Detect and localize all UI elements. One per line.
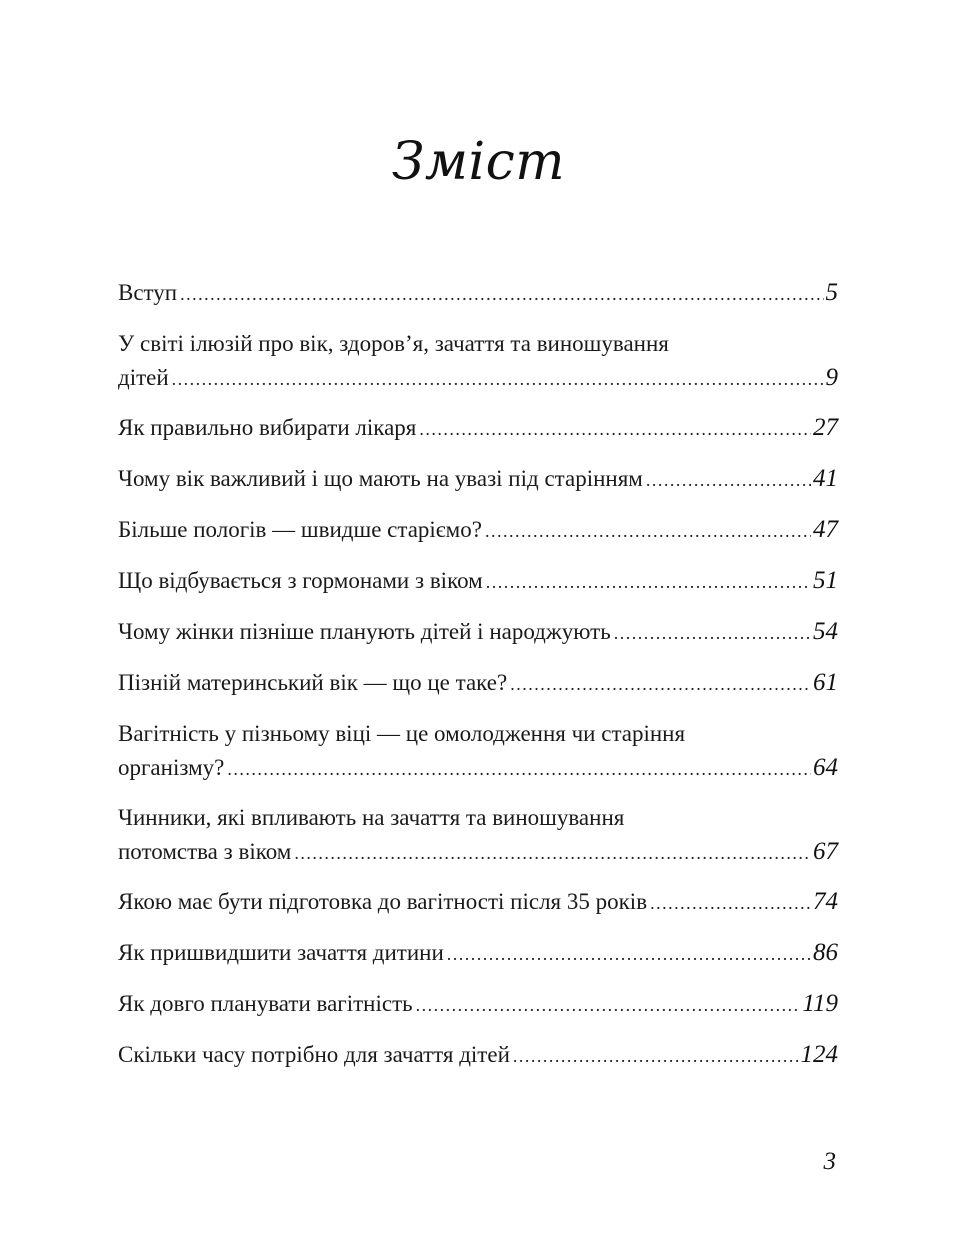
toc-entry-title-line: У світі ілюзій про вік, здоров’я, зачаття та виношування	[118, 331, 669, 356]
toc-entry[interactable]	[118, 276, 838, 310]
toc-entry[interactable]	[118, 564, 838, 598]
toc-entry-title: організму?	[118, 755, 225, 780]
toc-entry[interactable]	[118, 462, 838, 496]
dot-leader	[227, 752, 811, 786]
toc-entry-page: 64	[813, 754, 838, 781]
dot-leader	[447, 937, 811, 971]
toc-entry-title: дітей	[118, 365, 169, 390]
toc-entry[interactable]	[118, 327, 838, 395]
toc-entry-title: Чому вік важливий і що мають на увазі під старінням	[118, 466, 643, 491]
toc-entry-title: Як пришвидшити зачаття дитини	[118, 940, 444, 965]
dot-leader	[510, 667, 811, 701]
dot-leader	[614, 616, 811, 650]
toc-entry-title: Якою має бути підготовка до вагітності після 35 років	[118, 889, 648, 914]
toc-entry-page: 61	[813, 669, 838, 696]
dot-leader	[485, 514, 811, 548]
toc-entry-page: 27	[813, 414, 838, 441]
dot-leader	[513, 1039, 799, 1073]
toc-entry[interactable]	[118, 885, 838, 919]
toc-entry-title: Що відбувається з гормонами з віком	[118, 568, 483, 593]
toc-entry-title: Чому жінки пізніше планують дітей і народжують	[118, 619, 611, 644]
toc-entry[interactable]	[118, 666, 838, 700]
page-number: 3	[823, 1148, 836, 1175]
toc-entry[interactable]	[118, 1038, 838, 1072]
dot-leader	[646, 463, 811, 497]
toc-entry-title: Вступ	[118, 280, 178, 305]
dot-leader	[416, 988, 801, 1022]
toc-entry[interactable]	[118, 936, 838, 970]
toc-entry[interactable]	[118, 801, 838, 869]
dot-leader	[486, 565, 811, 599]
toc-entry-page: 41	[813, 465, 838, 492]
page-title: Зміст	[391, 132, 566, 192]
toc-entry[interactable]	[118, 615, 838, 649]
dot-leader	[650, 886, 811, 920]
dot-leader	[419, 412, 811, 446]
toc-entry-title: Пізній материнський вік — що це таке?	[118, 670, 508, 695]
toc-entry-title: Більше пологів — швидше старіємо?	[118, 517, 482, 542]
toc-entry-page: 74	[813, 888, 838, 915]
dot-leader	[294, 836, 811, 870]
toc-entry-page: 119	[802, 990, 838, 1017]
toc-entry[interactable]	[118, 411, 838, 445]
toc-entry[interactable]	[118, 717, 838, 785]
dot-leader	[180, 277, 823, 311]
toc-entry-page: 47	[813, 516, 838, 543]
toc-entry-title: Скільки часу потрібно для зачаття дітей	[118, 1042, 510, 1067]
toc-entry-page: 51	[813, 567, 838, 594]
toc-entry-page: 124	[800, 1041, 838, 1068]
dot-leader	[172, 362, 824, 396]
toc-entry-title-line: Вагітність у пізньому віці — це омолодження чи старіння	[118, 721, 686, 746]
toc-entry-page: 86	[813, 939, 838, 966]
toc-entry-page: 5	[825, 279, 838, 306]
toc-entry-page: 9	[825, 364, 838, 391]
toc-entry-title: Як довго планувати вагітність	[118, 991, 413, 1016]
toc-entry-title-line: Чинники, які впливають на зачаття та виношування	[118, 805, 625, 830]
toc-entry-title: Як правильно вибирати лікаря	[118, 415, 417, 440]
toc-entry-page: 54	[813, 618, 838, 645]
toc-entry-page: 67	[813, 838, 838, 865]
toc-entry[interactable]	[118, 987, 838, 1021]
toc-entry[interactable]	[118, 513, 838, 547]
toc-entry-title: потомства з віком	[118, 839, 292, 864]
